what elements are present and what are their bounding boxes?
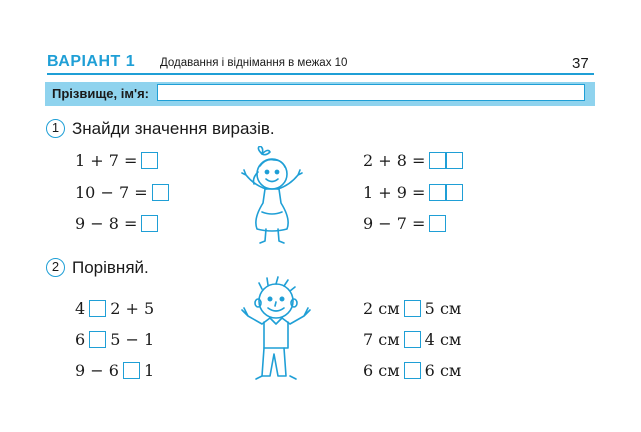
answer-box[interactable] <box>429 215 446 232</box>
answer-box[interactable] <box>141 215 158 232</box>
task-1-expression <box>363 211 446 235</box>
task-1-expression <box>363 180 463 204</box>
variant-title: ВАРІАНТ 1 <box>47 53 136 70</box>
comparison-left: 7 см <box>363 329 400 349</box>
task-2-number: 2 <box>46 258 65 277</box>
comparison-row <box>75 358 154 382</box>
comparison-box[interactable] <box>404 331 421 348</box>
topic-subtitle: Додавання і віднімання в межах 10 <box>160 57 348 69</box>
answer-box[interactable] <box>141 152 158 169</box>
comparison-left: 9 − 6 <box>75 360 119 380</box>
task-1-expression <box>75 180 169 204</box>
boy-illustration <box>236 275 316 383</box>
task-1-number: 1 <box>46 119 65 138</box>
answer-box[interactable] <box>446 184 463 201</box>
task-1-expression <box>75 211 158 235</box>
comparison-left: 4 <box>75 298 86 318</box>
comparison-row <box>75 327 154 351</box>
comparison-right: 2 + 5 <box>110 298 155 318</box>
expression-text: 1 + 7 = <box>75 150 138 170</box>
comparison-left: 6 см <box>363 360 400 380</box>
comparison-left: 6 <box>75 329 86 349</box>
comparison-row <box>363 358 461 382</box>
task-2-title: Порівняй. <box>72 258 149 277</box>
expression-text: 1 + 9 = <box>363 182 426 202</box>
comparison-row <box>75 296 154 320</box>
girl-illustration <box>236 146 308 246</box>
comparison-row <box>363 327 461 351</box>
expression-text: 9 − 8 = <box>75 213 138 233</box>
answer-box[interactable] <box>429 184 446 201</box>
comparison-right: 1 <box>143 360 155 380</box>
comparison-row <box>363 296 461 320</box>
name-label: Прізвище, ім'я: <box>52 86 149 101</box>
answer-box[interactable] <box>446 152 463 169</box>
expression-text: 2 + 8 = <box>363 150 426 170</box>
comparison-right: 5 см <box>424 298 462 318</box>
page-number: 37 <box>572 55 589 72</box>
expression-text: 10 − 7 = <box>75 182 148 202</box>
header-rule <box>47 73 594 75</box>
comparison-box[interactable] <box>89 300 106 317</box>
name-field[interactable] <box>157 84 585 101</box>
comparison-box[interactable] <box>404 362 421 379</box>
task-1-expression <box>363 148 463 172</box>
task-1-expression <box>75 148 158 172</box>
answer-box[interactable] <box>429 152 446 169</box>
comparison-right: 6 см <box>424 360 462 380</box>
expression-text: 9 − 7 = <box>363 213 426 233</box>
comparison-box[interactable] <box>89 331 106 348</box>
comparison-left: 2 см <box>363 298 400 318</box>
task-1-title: Знайди значення виразів. <box>72 119 275 138</box>
comparison-right: 4 см <box>424 329 462 349</box>
answer-box[interactable] <box>152 184 169 201</box>
comparison-box[interactable] <box>404 300 421 317</box>
comparison-right: 5 − 1 <box>110 329 155 349</box>
comparison-box[interactable] <box>123 362 140 379</box>
